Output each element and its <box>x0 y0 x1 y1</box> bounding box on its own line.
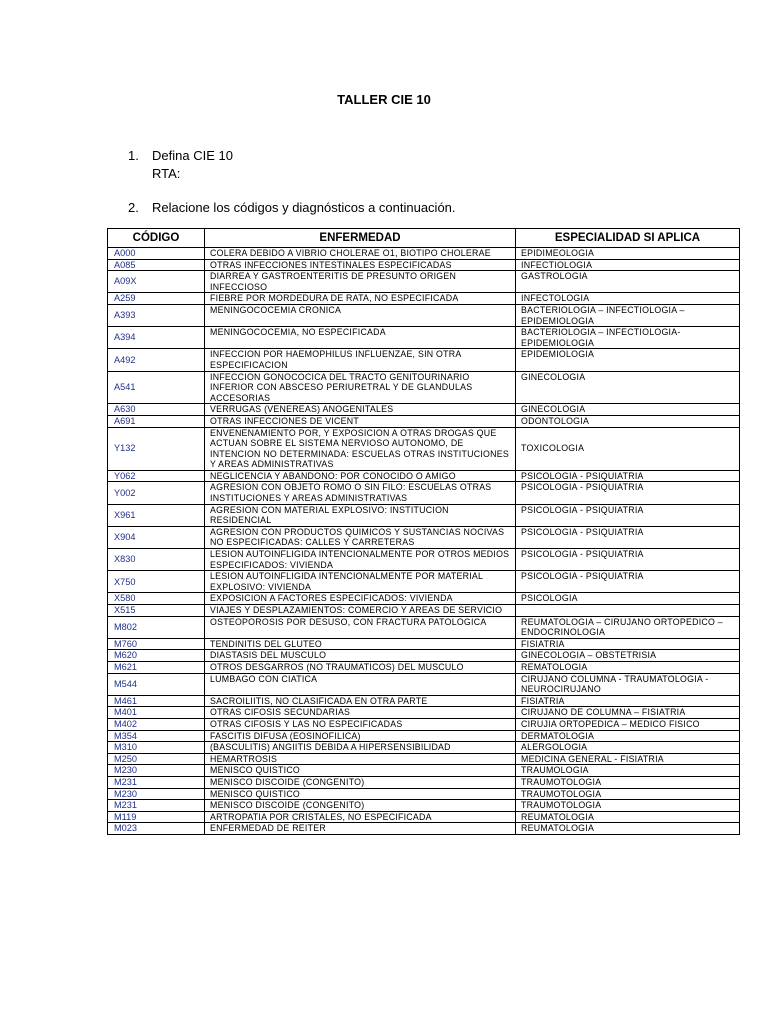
code-cell: M461 <box>108 695 205 707</box>
disease-cell: MENISCO QUISTICO <box>205 765 516 777</box>
code-cell: Y132 <box>108 427 205 470</box>
disease-cell: MENISCO QUISTICO <box>205 788 516 800</box>
disease-cell: OTRAS CIFOSIS Y LAS NO ESPECIFICADAS <box>205 718 516 730</box>
specialty-cell: DERMATOLOGIA <box>516 730 740 742</box>
code-cell: A394 <box>108 327 205 349</box>
specialty-cell: ODONTOLOGIA <box>516 415 740 427</box>
specialty-cell: INFECTIOLOGIA <box>516 259 740 271</box>
specialty-cell: EPIDIMEOLOGIA <box>516 248 740 260</box>
specialty-cell: PSICOLOGIA <box>516 593 740 605</box>
disease-cell: DIASTASIS DEL MUSCULO <box>205 650 516 662</box>
code-cell: A691 <box>108 415 205 427</box>
code-cell: A492 <box>108 349 205 371</box>
specialty-cell: CIRUJIA ORTOPEDICA – MEDICO FISICO <box>516 718 740 730</box>
question-2-text: Relacione los códigos y diagnósticos a continuación. <box>152 200 456 215</box>
disease-cell: INFECCION POR HAEMOPHILUS INFLUENZAE, SIN OTRA ESPECIFICACION <box>205 349 516 371</box>
header-specialty: ESPECIALIDAD SI APLICA <box>516 229 740 248</box>
specialty-cell: CIRUJANO DE COLUMNA – FISIATRIA <box>516 707 740 719</box>
code-cell: X750 <box>108 571 205 593</box>
specialty-cell: ALERGOLOGIA <box>516 742 740 754</box>
disease-cell: (BASCULITIS) ANGIITIS DEBIDA A HIPERSENSIBILIDAD <box>205 742 516 754</box>
table-row <box>108 404 740 416</box>
code-cell: M401 <box>108 707 205 719</box>
disease-cell: MENISCO DISCOIDE (CONGENITO) <box>205 800 516 812</box>
code-cell: M544 <box>108 673 205 695</box>
table-row <box>108 371 740 404</box>
answer-label: RTA: <box>152 166 181 181</box>
header-code: CÓDIGO <box>108 229 205 248</box>
disease-cell: AGRESION CON OBJETO ROMO O SIN FILO: ESCUELAS OTRAS INSTITUCIONES Y AREAS ADMINISTRATIVAS <box>205 482 516 504</box>
specialty-cell: BACTERIOLOGIA – INFECTIOLOGIA – EPIDEMIOLOGIA <box>516 304 740 326</box>
header-disease: ENFERMEDAD <box>205 229 516 248</box>
specialty-cell: REUMATOLOGIA <box>516 811 740 823</box>
specialty-cell: PSICOLOGIA - PSIQUIATRIA <box>516 526 740 548</box>
code-cell: M402 <box>108 718 205 730</box>
specialty-cell: REUMATOLOGIA <box>516 823 740 835</box>
disease-cell: LUMBAGO CON CIATICA <box>205 673 516 695</box>
disease-cell: MENINGOCOCEMIA, NO ESPECIFICADA <box>205 327 516 349</box>
table-row <box>108 271 740 293</box>
code-cell: X580 <box>108 593 205 605</box>
table-row <box>108 823 740 835</box>
specialty-cell: TRAUMOTOLOGIA <box>516 776 740 788</box>
specialty-cell: TRAUMOTOLOGIA <box>516 788 740 800</box>
disease-cell: ARTROPATIA POR CRISTALES, NO ESPECIFICADA <box>205 811 516 823</box>
table-row <box>108 248 740 260</box>
specialty-cell <box>516 605 740 617</box>
disease-cell: SACROILIITIS, NO CLASIFICADA EN OTRA PARTE <box>205 695 516 707</box>
table-row <box>108 605 740 617</box>
disease-cell: OTROS DESGARROS (NO TRAUMATICOS) DEL MUSCULO <box>205 661 516 673</box>
disease-cell: LESION AUTOINFLIGIDA INTENCIONALMENTE POR OTROS MEDIOS ESPECIFICADOS: VIVIENDA <box>205 549 516 571</box>
disease-cell: AGRESION CON PRODUCTOS QUIMICOS Y SUSTANCIAS NOCIVAS NO ESPECIFICADAS: CALLES Y CARRETERAS <box>205 526 516 548</box>
code-cell: X961 <box>108 504 205 526</box>
specialty-cell: BACTERIOLOGIA – INFECTIOLOGIA- EPIDEMIOLOGIA <box>516 327 740 349</box>
table-row <box>108 730 740 742</box>
specialty-cell: FISIATRIA <box>516 638 740 650</box>
document-title: TALLER CIE 10 <box>337 92 431 107</box>
table-row <box>108 661 740 673</box>
code-cell: A630 <box>108 404 205 416</box>
code-cell: A000 <box>108 248 205 260</box>
table-row <box>108 504 740 526</box>
table-row <box>108 304 740 326</box>
table-row <box>108 616 740 638</box>
code-cell: M620 <box>108 650 205 662</box>
table-row <box>108 650 740 662</box>
table-row <box>108 742 740 754</box>
table-row <box>108 259 740 271</box>
specialty-cell: FISIATRIA <box>516 695 740 707</box>
specialty-cell: REMATOLOGIA <box>516 661 740 673</box>
table-row <box>108 349 740 371</box>
table-row <box>108 482 740 504</box>
table-row <box>108 707 740 719</box>
disease-cell: MENINGOCOCEMIA CRONICA <box>205 304 516 326</box>
disease-cell: NEGLICENCIA Y ABANDONO: POR CONOCIDO O AMIGO <box>205 470 516 482</box>
specialty-cell: TRAUMOTOLOGIA <box>516 800 740 812</box>
table-row <box>108 765 740 777</box>
code-cell: Y002 <box>108 482 205 504</box>
table-header-row <box>108 229 740 248</box>
specialty-cell: TRAUMOLOGIA <box>516 765 740 777</box>
table-row <box>108 549 740 571</box>
table-row <box>108 753 740 765</box>
code-cell: M250 <box>108 753 205 765</box>
table-row <box>108 593 740 605</box>
disease-cell: VIAJES Y DESPLAZAMIENTOS: COMERCIO Y AREAS DE SERVICIO <box>205 605 516 617</box>
code-cell: M802 <box>108 616 205 638</box>
disease-cell: DIARREA Y GASTROENTERITIS DE PRESUNTO ORIGEN INFECCIOSO <box>205 271 516 293</box>
table-row <box>108 673 740 695</box>
disease-cell: OSTEOPOROSIS POR DESUSO, CON FRACTURA PATOLOGICA <box>205 616 516 638</box>
code-cell: M231 <box>108 800 205 812</box>
disease-cell: OTRAS CIFOSIS SECUNDARIAS <box>205 707 516 719</box>
code-cell: M760 <box>108 638 205 650</box>
disease-cell: TENDINITIS DEL GLUTEO <box>205 638 516 650</box>
disease-cell: OTRAS INFECCIONES INTESTINALES ESPECIFICADAS <box>205 259 516 271</box>
code-cell: M231 <box>108 776 205 788</box>
table-row <box>108 526 740 548</box>
disease-cell: ENFERMEDAD DE REITER <box>205 823 516 835</box>
table-row <box>108 776 740 788</box>
disease-cell: ENVENENAMIENTO POR, Y EXPOSICION A OTRAS DROGAS QUE ACTUAN SOBRE EL SISTEMA NERVIOSO AUTONOMO, DE INTENCION NO DETERMINADA: ESCUELAS OTRAS INSTITUCIONES Y AREAS ADMINISTRATIVAS <box>205 427 516 470</box>
specialty-cell: TOXICOLOGIA <box>516 427 740 470</box>
table-row <box>108 415 740 427</box>
specialty-cell: PSICOLOGIA - PSIQUIATRIA <box>516 470 740 482</box>
specialty-cell: INFECTOLOGIA <box>516 293 740 305</box>
disease-cell: MENISCO DISCOIDE (CONGENITO) <box>205 776 516 788</box>
code-cell: X515 <box>108 605 205 617</box>
code-cell: M354 <box>108 730 205 742</box>
specialty-cell: PSICOLOGIA - PSIQUIATRIA <box>516 504 740 526</box>
disease-cell: LESION AUTOINFLIGIDA INTENCIONALMENTE POR MATERIAL EXPLOSIVO: VIVIENDA <box>205 571 516 593</box>
code-cell: A259 <box>108 293 205 305</box>
specialty-cell: PSICOLOGIA - PSIQUIATRIA <box>516 482 740 504</box>
table-row <box>108 571 740 593</box>
disease-cell: VERRUGAS (VENEREAS) ANOGENITALES <box>205 404 516 416</box>
table-row <box>108 800 740 812</box>
code-cell: X830 <box>108 549 205 571</box>
code-cell: A085 <box>108 259 205 271</box>
specialty-cell: EPIDEMIOLOGIA <box>516 349 740 371</box>
table-row <box>108 695 740 707</box>
code-cell: A393 <box>108 304 205 326</box>
question-1-text: Defina CIE 10 <box>152 148 233 163</box>
question-2-number: 2. <box>128 200 139 215</box>
specialty-cell: MEDICINA GENERAL - FISIATRIA <box>516 753 740 765</box>
table-row <box>108 811 740 823</box>
disease-cell: EXPOSICION A FACTORES ESPECIFICADOS: VIVIENDA <box>205 593 516 605</box>
disease-cell: HEMARTROSIS <box>205 753 516 765</box>
code-cell: M230 <box>108 788 205 800</box>
specialty-cell: PSICOLOGIA - PSIQUIATRIA <box>516 549 740 571</box>
code-cell: M023 <box>108 823 205 835</box>
code-cell: M310 <box>108 742 205 754</box>
specialty-cell: PSICOLOGIA - PSIQUIATRIA <box>516 571 740 593</box>
table-row <box>108 788 740 800</box>
disease-cell: FIEBRE POR MORDEDURA DE RATA, NO ESPECIFICADA <box>205 293 516 305</box>
question-1-number: 1. <box>128 148 139 163</box>
code-cell: A541 <box>108 371 205 404</box>
table-row <box>108 327 740 349</box>
disease-cell: FASCITIS DIFUSA (EOSINOFILICA) <box>205 730 516 742</box>
code-cell: Y062 <box>108 470 205 482</box>
code-cell: X904 <box>108 526 205 548</box>
table-row <box>108 718 740 730</box>
disease-cell: AGRESION CON MATERIAL EXPLOSIVO: INSTITUCION RESIDENCIAL <box>205 504 516 526</box>
code-cell: M621 <box>108 661 205 673</box>
disease-cell: INFECCION GONOCOCICA DEL TRACTO GENITOURINARIO INFERIOR CON ABSCESO PERIURETRAL Y DE GLANDULAS ACCESORIAS <box>205 371 516 404</box>
code-cell: A09X <box>108 271 205 293</box>
code-cell: M230 <box>108 765 205 777</box>
specialty-cell: GASTROLOGIA <box>516 271 740 293</box>
codes-table <box>107 228 740 835</box>
specialty-cell: GINECOLOGIA <box>516 371 740 404</box>
table-row <box>108 293 740 305</box>
specialty-cell: GINECOLOGIA <box>516 404 740 416</box>
specialty-cell: GINECOLOGIA – OBSTETRISIA <box>516 650 740 662</box>
table-row <box>108 638 740 650</box>
table-row <box>108 427 740 470</box>
code-cell: M119 <box>108 811 205 823</box>
disease-cell: OTRAS INFECCIONES DE VICENT <box>205 415 516 427</box>
disease-cell: COLERA DEBIDO A VIBRIO CHOLERAE O1, BIOTIPO CHOLERAE <box>205 248 516 260</box>
table-row <box>108 470 740 482</box>
specialty-cell: REUMATOLOGIA – CIRUJANO ORTOPEDICO – ENDOCRINOLOGIA <box>516 616 740 638</box>
specialty-cell: CIRUJANO COLUMNA - TRAUMATOLOGIA - NEUROCIRUJANO <box>516 673 740 695</box>
